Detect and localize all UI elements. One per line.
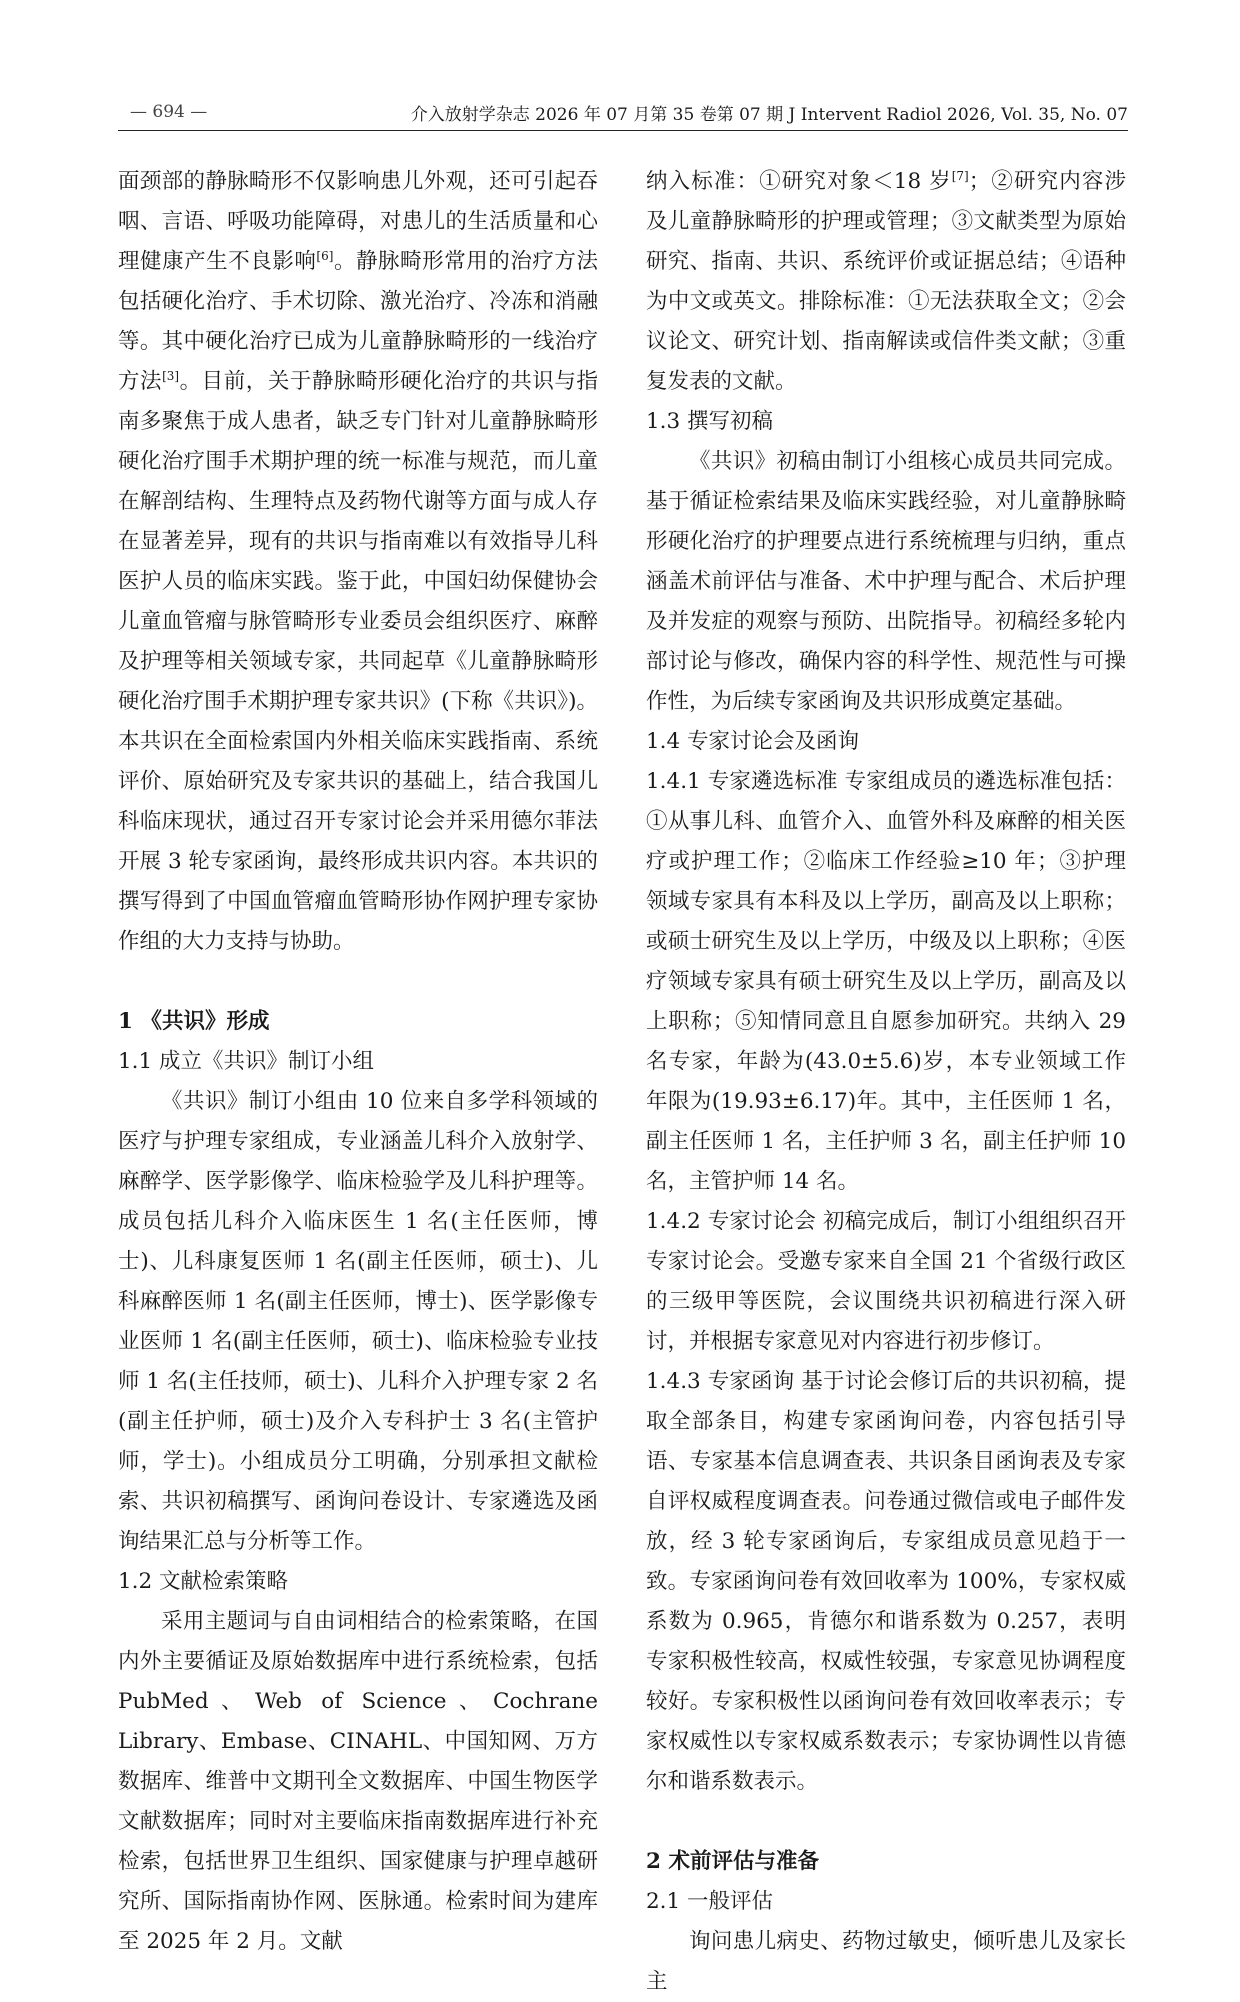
section-2-1-title: 2.1 一般评估 — [646, 1889, 774, 1914]
section-1-3-title: 1.3 撰写初稿 — [646, 409, 774, 434]
page-number: — 694 — — [130, 102, 208, 122]
section-1-title: 1 《共识》形成 — [118, 1009, 270, 1034]
section-1-4-title: 1.4 专家讨论会及函询 — [646, 729, 860, 754]
reference-6: [6] — [316, 249, 334, 263]
section-1-1-paragraph: 《共识》制订小组由 10 位来自多学科领域的医疗与护理专家组成，专业涵盖儿科介入放射学、麻醉学、医学影像学、临床检验学及儿科护理等。成员包括儿科介入临床医生 1 名(主任医师，博士)、儿科康复医师 1 名(副主任医师，硕士)、儿科麻醉医师 1 名(副主任医师，博士)、医学影像专业医师 1 名(副主任医师，硕士)、临床检验专业技师 1 名(主任技师，硕士)、儿科介入护理专家 2 名(副主任护师，硕士)及介入专科护士 3 名(主管护师，学士)。小组成员分工明确，分别承担文献检索、共识初稿撰写、函询问卷设计、专家遴选及函询结果汇总与分析等工作。 — [118, 1089, 598, 1554]
section-2-1-paragraph: 询问患儿病史、药物过敏史，倾听患儿及家长主 — [646, 1929, 1126, 1994]
section-1-4-2-paragraph: 1.4.2 专家讨论会 初稿完成后，制订小组组织召开专家讨论会。受邀专家来自全国 21 个省级行政区的三级甲等医院，会议围绕共识初稿进行深入研讨，并根据专家意见对内容进行初步修订。 — [646, 1209, 1126, 1354]
journal-citation: 介入放射学杂志 2026 年 07 月第 35 卷第 07 期 J Intervent Radiol 2026, Vol. 35, No. 07 — [410, 105, 1128, 125]
section-1-1-title: 1.1 成立《共识》制订小组 — [118, 1049, 375, 1074]
reference-3: [3] — [162, 369, 180, 383]
section-2-title: 2 术前评估与准备 — [646, 1849, 819, 1874]
section-1-3-paragraph: 《共识》初稿由制订小组核心成员共同完成。基于循证检索结果及临床实践经验，对儿童静脉畸形硬化治疗的护理要点进行系统梳理与归纳，重点涵盖术前评估与准备、术中护理与配合、术后护理及并发症的观察与预防、出院指导。初稿经多轮内部讨论与修改，确保内容的科学性、规范性与可操作性，为后续专家函询及共识形成奠定基础。 — [646, 449, 1126, 714]
running-header — [118, 96, 1128, 131]
right-column — [646, 162, 1126, 2002]
section-1-4-3-paragraph: 1.4.3 专家函询 基于讨论会修订后的共识初稿，提取全部条目，构建专家函询问卷，内容包括引导语、专家基本信息调查表、共识条目函询表及专家自评权威程度调查表。问卷通过微信或电子邮件发放，经 3 轮专家函询后，专家组成员意见趋于一致。专家函询问卷有效回收率为 100%，专家权威系数为 0.965，肯德尔和谐系数为 0.257，表明专家积极性较高，权威性较强，专家意见协调程度较好。专家积极性以函询问卷有效回收率表示；专家权威性以专家权威系数表示；专家协调性以肯德尔和谐系数表示。 — [646, 1369, 1126, 1794]
section-1-4-1-paragraph: 1.4.1 专家遴选标准 专家组成员的遴选标准包括：①从事儿科、血管介入、血管外科及麻醉的相关医疗或护理工作；②临床工作经验≥10 年；③护理领域专家具有本科及以上学历，副高及以上职称；或硕士研究生及以上学历，中级及以上职称；④医疗领域专家具有硕士研究生及以上学历，副高及以上职称；⑤知情同意且自愿参加研究。共纳入 29 名专家，年龄为(43.0±5.6)岁，本专业领域工作年限为(19.93±6.17)年。其中，主任医师 1 名，副主任医师 1 名，主任护师 3 名，副主任护师 10 名，主管护师 14 名。 — [646, 769, 1126, 1194]
intro-paragraph: 面颈部的静脉畸形不仅影响患儿外观，还可引起吞咽、言语、呼吸功能障碍，对患儿的生活质量和心理健康产生不良影响[6]。静脉畸形常用的治疗方法包括硬化治疗、手术切除、激光治疗、冷冻和消融等。其中硬化治疗已成为儿童静脉畸形的一线治疗方法[3]。目前，关于静脉畸形硬化治疗的共识与指南多聚焦于成人患者，缺乏专门针对儿童静脉畸形硬化治疗围手术期护理的统一标准与规范，而儿童在解剖结构、生理特点及药物代谢等方面与成人存在显著差异，现有的共识与指南难以有效指导儿科医护人员的临床实践。鉴于此，中国妇幼保健协会儿童血管瘤与脉管畸形专业委员会组织医疗、麻醉及护理等相关领域专家，共同起草《儿童静脉畸形硬化治疗围手术期护理专家共识》(下称《共识》)。本共识在全面检索国内外相关临床实践指南、系统评价、原始研究及专家共识的基础上，结合我国儿科临床现状，通过召开专家讨论会并采用德尔菲法开展 3 轮专家函询，最终形成共识内容。本共识的撰写得到了中国血管瘤血管畸形协作网护理专家协作组的大力支持与协助。 — [118, 169, 598, 954]
criteria-paragraph: 纳入标准：①研究对象＜18 岁[7]；②研究内容涉及儿童静脉畸形的护理或管理；③文献类型为原始研究、指南、共识、系统评价或证据总结；④语种为中文或英文。排除标准：①无法获取全文；②会议论文、研究计划、指南解读或信件类文献；③重复发表的文献。 — [646, 169, 1126, 394]
section-1-2-paragraph: 采用主题词与自由词相结合的检索策略，在国内外主要循证及原始数据库中进行系统检索，包括 PubMed、Web of Science、Cochrane Library、Embase、CINAHL、中国知网、万方数据库、维普中文期刊全文数据库、中国生物医学文献数据库；同时对主要临床指南数据库进行补充检索，包括世界卫生组织、国家健康与护理卓越研究所、国际指南协作网、医脉通。检索时间为建库至 2025 年 2 月。文献 — [118, 1609, 598, 1954]
section-1-2-title: 1.2 文献检索策略 — [118, 1569, 289, 1594]
left-column — [118, 162, 598, 1962]
reference-7: [7] — [951, 169, 969, 183]
